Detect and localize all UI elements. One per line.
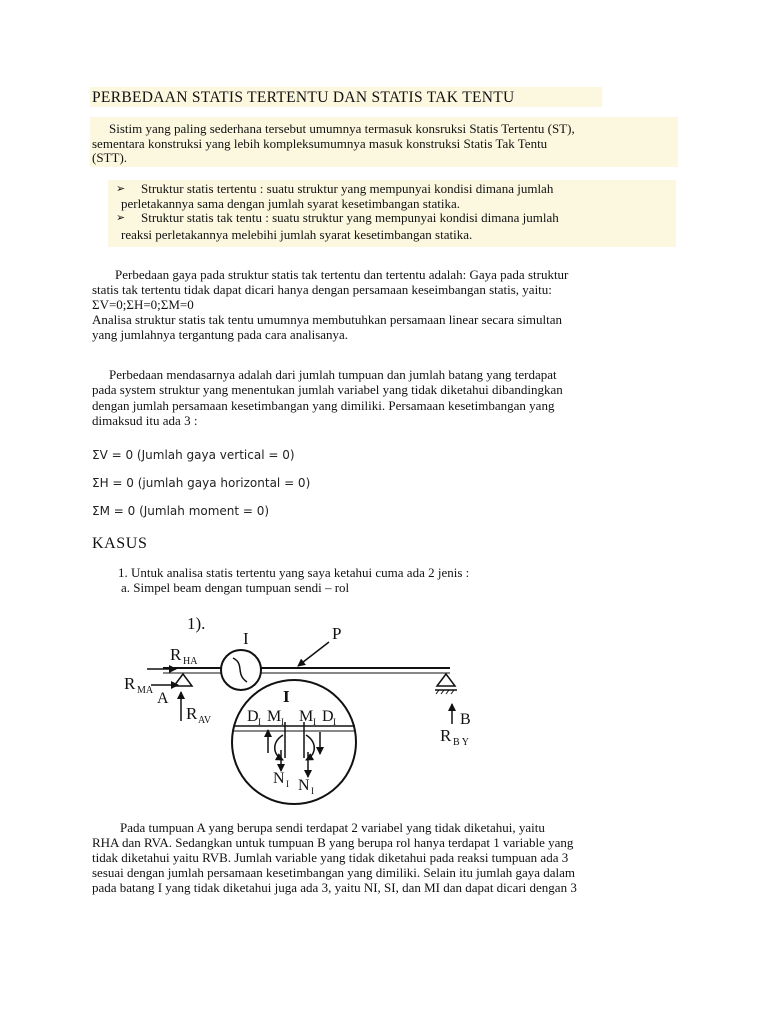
simple-beam-diagram [0, 608, 768, 808]
para3-line-4: sesuai dengan jumlah persamaan kesetimbangan yang dimiliki. Selain itu jumlah gaya dalam [92, 865, 576, 880]
rby-subscript: B Y [453, 737, 470, 748]
shear-left-sub: I [258, 717, 261, 727]
load-arrow [298, 642, 329, 666]
page-title: PERBEDAAN STATIS TERTENTU DAN STATIS TAK TENTU [92, 89, 515, 106]
rha-label: R [170, 645, 182, 664]
section-cut-circle [221, 650, 261, 690]
list-item-a: a. Simpel beam dengan tumpuan sendi – rol [121, 580, 350, 595]
para2-line-2: pada system struktur yang menentukan jumlah variabel yang tidak diketahui dibandingkan [92, 382, 563, 397]
moment-left-label: M [267, 708, 282, 725]
moment-right-sub: I [313, 717, 316, 727]
rav-subscript: AV [198, 715, 212, 726]
equation-sum-v: ΣV = 0 (Jumlah gaya vertical = 0) [92, 448, 295, 462]
para1-line-3: ΣV=0;ΣH=0;ΣM=0 [92, 297, 194, 312]
arrow-bullet-icon: ➢ [116, 183, 126, 195]
intro-line-1: Sistim yang paling sederhana tersebut umumnya termasuk konsruksi Statis Tertentu (ST), [109, 121, 575, 136]
roller-support-b-icon [437, 674, 455, 686]
bar-label: I [243, 629, 249, 648]
para2-line-1: Perbedaan mendasarnya adalah dari jumlah tumpuan dan jumlah batang yang terdapat [109, 367, 557, 382]
rma-subscript: MA [137, 685, 154, 696]
bullet-1-line-1: Struktur statis tertentu : suatu struktur yang mempunyai kondisi dimana jumlah [141, 181, 554, 196]
rma-label: R [124, 674, 136, 693]
para1-line-4: Analisa struktur statis tak tentu umumnya membutuhkan persamaan linear secara simultan [92, 312, 563, 327]
rav-label: R [186, 704, 198, 723]
pin-support-a-icon [174, 674, 192, 686]
rby-label: R [440, 726, 452, 745]
shear-left-label: D [247, 708, 259, 725]
shear-right-sub: I [333, 717, 336, 727]
para3-line-2: RHA dan RVA. Sedangkan untuk tumpuan B yang berupa rol hanya terdapat 1 variable yang [92, 835, 574, 850]
moment-right-label: M [299, 708, 314, 725]
support-b-label: B [460, 711, 471, 728]
para1-line-5: yang jumlahnya tergantung pada cara analisanya. [92, 327, 349, 342]
intro-line-2: sementara konstruksi yang lebih kompleksumumnya masuk konstruksi Statis Tak Tentu [92, 136, 548, 151]
normal-right-label: N [298, 777, 310, 794]
load-label: P [332, 624, 342, 643]
normal-left-label: N [273, 770, 285, 787]
equation-sum-h: ΣH = 0 (jumlah gaya horizontal = 0) [92, 476, 311, 490]
para2-line-4: dimaksud itu ada 3 : [92, 413, 198, 428]
shear-right-label: D [322, 708, 334, 725]
figure-label: 1). [187, 614, 206, 633]
equation-sum-m: ΣM = 0 (Jumlah moment = 0) [92, 504, 270, 518]
bullet-1-line-2: perletakannya sama dengan jumlah syarat kesetimbangan statika. [121, 196, 460, 211]
normal-right-sub: I [311, 786, 314, 796]
list-item-1: 1. Untuk analisa statis tertentu yang saya ketahui cuma ada 2 jenis : [118, 565, 470, 580]
bullet-2-line-1: Struktur statis tak tentu : suatu struktur yang mempunyai kondisi dimana jumlah [141, 210, 559, 225]
rha-subscript: HA [183, 656, 198, 667]
detail-circle [232, 680, 356, 804]
intro-line-3: (STT). [92, 150, 128, 165]
para1-line-2: statis tak tertentu tidak dapat dicari hanya dengan persamaan keseimbangan statis, yaitu: [92, 282, 552, 297]
para3-line-5: pada batang I yang tidak diketahui juga ada 3, yaitu NI, SI, dan MI dan dapat dicari dengan 3 [92, 880, 577, 895]
para3-line-3: tidak diketahui yaitu RVB. Jumlah variable yang tidak diketahui pada reaksi tumpuan ada 3 [92, 850, 569, 865]
arrow-bullet-icon: ➢ [116, 212, 126, 224]
bullet-2-line-2: reaksi perletakannya melebihi jumlah syarat kesetimbangan statika. [121, 227, 473, 242]
support-a-label: A [157, 690, 169, 707]
para1-line-1: Perbedaan gaya pada struktur statis tak tertentu dan tertentu adalah: Gaya pada struktur [115, 267, 569, 282]
kasus-heading: KASUS [92, 535, 148, 552]
para2-line-3: dengan jumlah persamaan kesetimbangan yang dimiliki. Persamaan kesetimbangan yang [92, 398, 555, 413]
normal-left-sub: I [286, 779, 289, 789]
moment-left-sub: I [281, 717, 284, 727]
para3-line-1: Pada tumpuan A yang berupa sendi terdapat 2 variabel yang tidak diketahui, yaitu [120, 820, 545, 835]
detail-label: I [283, 687, 290, 706]
